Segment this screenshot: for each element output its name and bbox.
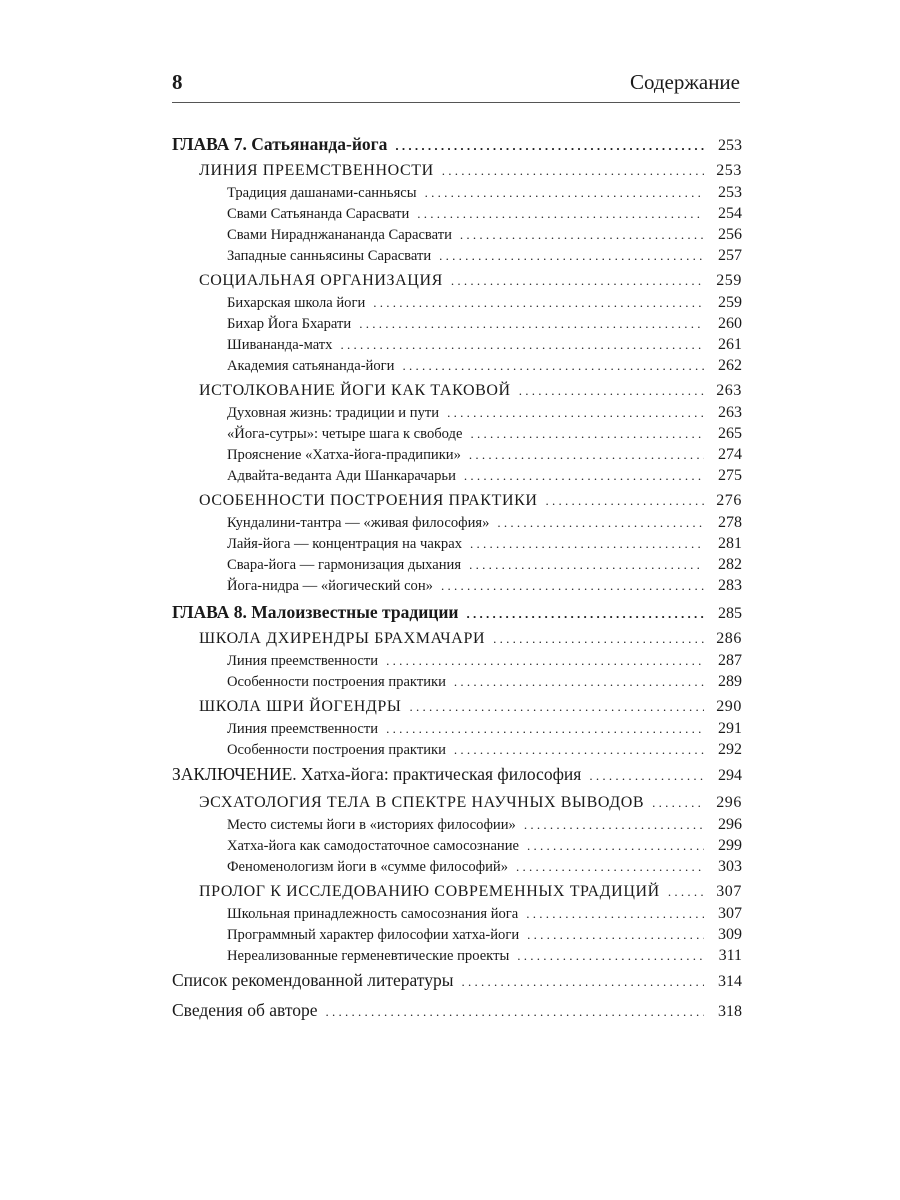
toc-entry-title: Шивананда-матх — [227, 337, 333, 353]
toc-entry-sub — [172, 467, 742, 488]
toc-entry-sub — [172, 535, 742, 556]
dot-leader — [527, 838, 704, 854]
running-title: Содержание — [629, 70, 740, 94]
toc-entry-title: Программный характер философии хатха-йоги — [227, 927, 520, 943]
toc-entry-section — [172, 630, 742, 652]
page-header — [172, 66, 740, 103]
dot-leader — [326, 1004, 704, 1020]
dot-leader — [493, 631, 704, 647]
toc-entry-title: ГЛАВА 7. Сатьянанда-йога — [172, 134, 388, 154]
toc-entry-page: 261 — [718, 336, 742, 353]
toc-entry-sub — [172, 425, 742, 446]
toc-entry-title: Феноменологизм йоги в «сумме философий» — [227, 859, 509, 875]
toc-entry-title: ПРОЛОГ К ИССЛЕДОВАНИЮ СОВРЕМЕННЫХ ТРАДИЦИЙ — [199, 883, 660, 900]
toc-entry-major — [172, 970, 742, 998]
toc-entry-sub — [172, 720, 742, 741]
toc-entry-page: 294 — [718, 767, 742, 784]
dot-leader — [447, 405, 704, 421]
toc-entry-title: Духовная жизнь: традиции и пути — [227, 405, 440, 421]
dot-leader — [469, 447, 704, 463]
toc-entry-page: 265 — [718, 425, 742, 442]
dot-leader — [359, 316, 704, 332]
toc-entry-page: 259 — [716, 272, 742, 289]
toc-entry-title: Йога-нидра — «йогический сон» — [227, 578, 433, 594]
toc-entry-page: 254 — [718, 205, 742, 222]
dot-leader — [439, 248, 704, 264]
toc-entry-title: ОСОБЕННОСТИ ПОСТРОЕНИЯ ПРАКТИКИ — [199, 492, 538, 509]
toc-entry-page: 309 — [718, 926, 742, 943]
dot-leader — [460, 227, 704, 243]
dot-leader — [386, 653, 704, 669]
toc-entry-sub — [172, 858, 742, 879]
toc-entry-title: Особенности построения практики — [227, 674, 446, 690]
toc-entry-page: 281 — [718, 535, 742, 552]
toc-entry-title: ШКОЛА ШРИ ЙОГЕНДРЫ — [199, 698, 402, 715]
dot-leader — [464, 468, 704, 484]
toc-entry-page: 292 — [718, 741, 742, 758]
toc-entry-page: 259 — [718, 294, 742, 311]
toc-entry-page: 263 — [716, 382, 742, 399]
toc-entry-page: 286 — [716, 630, 742, 647]
toc-entry-sub — [172, 514, 742, 535]
toc-entry-title: ЭСХАТОЛОГИЯ ТЕЛА В СПЕКТРЕ НАУЧНЫХ ВЫВОДОВ — [199, 794, 645, 811]
dot-leader — [497, 515, 704, 531]
toc-entry-title: ЗАКЛЮЧЕНИЕ. Хатха-йога: практическая философия — [172, 764, 582, 784]
toc-entry-major — [172, 764, 742, 792]
toc-entry-sub — [172, 926, 742, 947]
toc-entry-page: 275 — [718, 467, 742, 484]
toc-entry-page: 260 — [718, 315, 742, 332]
dot-leader — [526, 906, 704, 922]
toc-entry-title: ГЛАВА 8. Малоизвестные традиции — [172, 602, 459, 622]
toc-entry-sub — [172, 315, 742, 336]
toc-entry-sub — [172, 652, 742, 673]
toc-entry-section — [172, 272, 742, 294]
toc-entry-title: Академия сатьянанда-йоги — [227, 358, 395, 374]
toc-entry-chapter — [172, 134, 742, 160]
toc-entry-page: 253 — [716, 162, 742, 179]
toc-entry-major — [172, 1000, 742, 1028]
toc-entry-page: 296 — [716, 794, 742, 811]
toc-entry-sub — [172, 205, 742, 226]
toc-entry-title: Западные санньясины Сарасвати — [227, 248, 432, 264]
toc-entry-page: 282 — [718, 556, 742, 573]
toc-entry-page: 278 — [718, 514, 742, 531]
toc-entry-chapter — [172, 602, 742, 628]
toc-entry-title: Прояснение «Хатха-йога-прадипики» — [227, 447, 461, 463]
dot-leader — [425, 185, 704, 201]
toc-entry-sub — [172, 577, 742, 598]
toc-entry-sub — [172, 905, 742, 926]
toc-entry-title: Хатха-йога как самодостаточное самосознание — [227, 838, 520, 854]
toc-entry-page: 276 — [716, 492, 742, 509]
toc-entry-page: 253 — [718, 137, 742, 154]
toc-entry-page: 262 — [718, 357, 742, 374]
toc-entry-sub — [172, 294, 742, 315]
toc-entry-page: 283 — [718, 577, 742, 594]
toc-entry-title: Кундалини-тантра — «живая философия» — [227, 515, 490, 531]
toc-entry-title: Линия преемственности — [227, 653, 379, 669]
dot-leader — [402, 358, 704, 374]
dot-leader — [470, 426, 704, 442]
toc-entry-title: Бихарская школа йоги — [227, 295, 366, 311]
toc-entry-sub — [172, 247, 742, 268]
toc-entry-page: 307 — [716, 883, 742, 900]
toc-entry-section — [172, 698, 742, 720]
toc-entry-title: Лайя-йога — концентрация на чакрах — [227, 536, 462, 552]
toc-entry-title: ШКОЛА ДХИРЕНДРЫ БРАХМАЧАРИ — [199, 630, 486, 647]
dot-leader — [441, 578, 704, 594]
toc-entry-page: 303 — [718, 858, 742, 875]
dot-leader — [519, 383, 704, 399]
toc-entry-title: «Йога-сутры»: четыре шага к свободе — [227, 426, 463, 442]
dot-leader — [470, 536, 704, 552]
toc-entry-sub — [172, 404, 742, 425]
dot-leader — [454, 742, 704, 758]
toc-entry-title: Место системы йоги в «историях философии» — [227, 817, 516, 833]
toc-entry-page: 291 — [718, 720, 742, 737]
page-number: 8 — [172, 70, 183, 94]
toc-entry-title: Сведения об авторе — [172, 1000, 318, 1020]
toc-entry-title: Школьная принадлежность самосознания йога — [227, 906, 519, 922]
dot-leader — [451, 273, 704, 289]
toc-entry-title: ЛИНИЯ ПРЕЕМСТВЕННОСТИ — [199, 162, 434, 179]
toc-entry-title: Линия преемственности — [227, 721, 379, 737]
toc-entry-title: Бихар Йога Бхарати — [227, 316, 352, 332]
dot-leader — [340, 337, 704, 353]
toc-entry-page: 307 — [718, 905, 742, 922]
dot-leader — [467, 606, 704, 622]
toc-entry-section — [172, 794, 742, 816]
toc-entry-sub — [172, 226, 742, 247]
table-of-contents — [172, 134, 742, 1028]
dot-leader — [386, 721, 704, 737]
dot-leader — [668, 884, 704, 900]
dot-leader — [589, 768, 704, 784]
toc-entry-sub — [172, 184, 742, 205]
toc-entry-title: СОЦИАЛЬНАЯ ОРГАНИЗАЦИЯ — [199, 272, 443, 289]
dot-leader — [469, 557, 704, 573]
toc-entry-page: 253 — [718, 184, 742, 201]
toc-entry-title: Свами Нираднжанананда Сарасвати — [227, 227, 452, 243]
toc-entry-section — [172, 382, 742, 404]
toc-entry-sub — [172, 837, 742, 858]
dot-leader — [461, 974, 704, 990]
toc-entry-page: 296 — [718, 816, 742, 833]
toc-entry-sub — [172, 336, 742, 357]
toc-entry-sub — [172, 741, 742, 762]
toc-entry-title: Особенности построения практики — [227, 742, 446, 758]
dot-leader — [516, 859, 704, 875]
toc-entry-section — [172, 492, 742, 514]
dot-leader — [546, 493, 704, 509]
toc-entry-sub — [172, 556, 742, 577]
toc-entry-page: 256 — [718, 226, 742, 243]
toc-entry-title: Адвайта-веданта Ади Шанкарачарьи — [227, 468, 456, 484]
toc-entry-sub — [172, 673, 742, 694]
toc-entry-page: 287 — [718, 652, 742, 669]
toc-entry-page: 299 — [718, 837, 742, 854]
toc-entry-page: 314 — [718, 973, 742, 990]
toc-entry-page: 289 — [718, 673, 742, 690]
toc-entry-page: 274 — [718, 446, 742, 463]
dot-leader — [524, 817, 704, 833]
toc-entry-title: Свара-йога — гармонизация дыхания — [227, 557, 462, 573]
dot-leader — [417, 206, 704, 222]
toc-entry-page: 318 — [718, 1003, 742, 1020]
dot-leader — [409, 699, 704, 715]
dot-leader — [527, 927, 704, 943]
toc-entry-sub — [172, 816, 742, 837]
toc-entry-section — [172, 883, 742, 905]
toc-entry-page: 290 — [716, 698, 742, 715]
toc-entry-section — [172, 162, 742, 184]
dot-leader — [373, 295, 704, 311]
toc-entry-title: Нереализованные герменевтические проекты — [227, 948, 510, 964]
dot-leader — [442, 163, 704, 179]
toc-entry-page: 257 — [718, 247, 742, 264]
toc-entry-page: 311 — [718, 947, 742, 964]
dot-leader — [517, 948, 704, 964]
dot-leader — [454, 674, 704, 690]
toc-entry-sub — [172, 947, 742, 968]
toc-entry-title: Свами Сатьянанда Сарасвати — [227, 206, 410, 222]
toc-entry-title: Традиция дашанами-санньясы — [227, 185, 417, 201]
toc-entry-title: ИСТОЛКОВАНИЕ ЙОГИ КАК ТАКОВОЙ — [199, 382, 511, 399]
toc-entry-page: 285 — [718, 605, 742, 622]
dot-leader — [652, 795, 704, 811]
toc-entry-title: Список рекомендованной литературы — [172, 970, 454, 990]
toc-entry-page: 263 — [718, 404, 742, 421]
dot-leader — [395, 138, 704, 154]
toc-entry-sub — [172, 446, 742, 467]
toc-entry-sub — [172, 357, 742, 378]
